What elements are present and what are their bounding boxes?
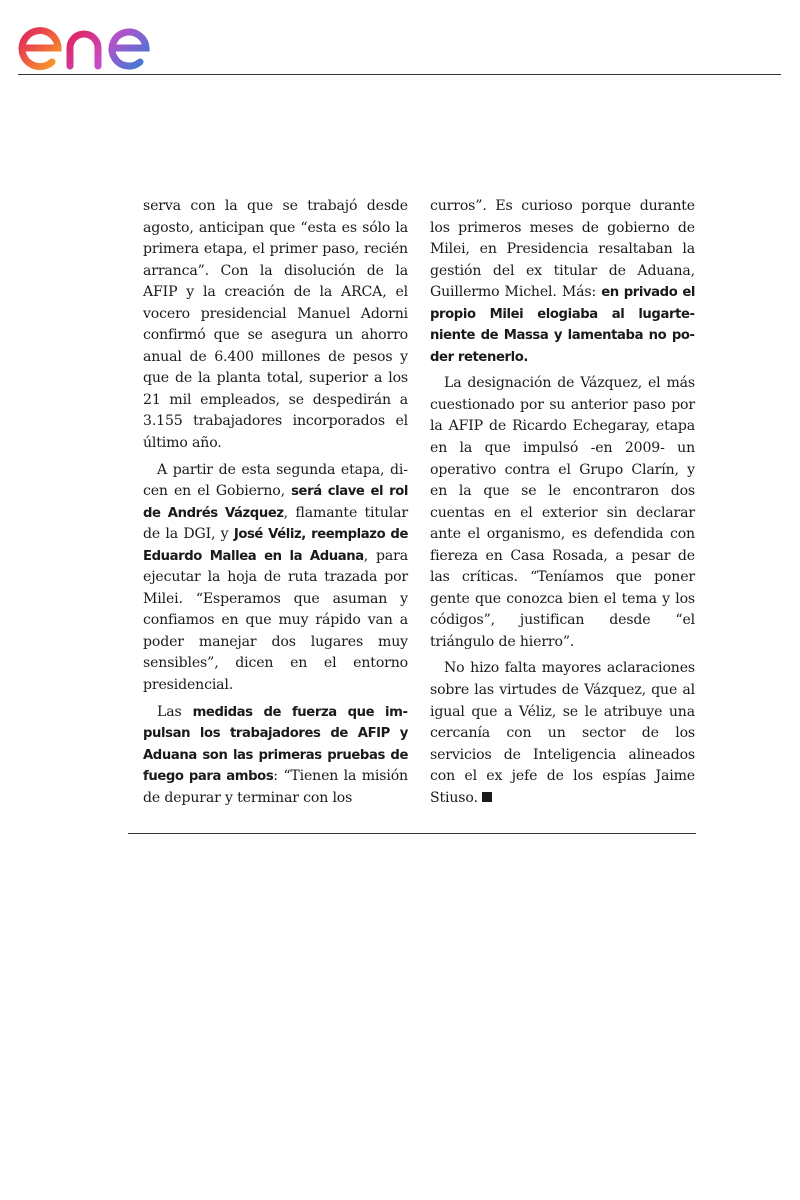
- paragraph-text: curros”. Es curioso porque durante los primeros meses de gobierno de Milei, en Presidencia resaltaban la gestión del ex titular de Aduana, Guillermo Michel. Más:: [430, 198, 695, 301]
- paragraph-text: No hizo falta mayores aclaraciones sobre las virtudes de Vázquez, que al igual que a Véliz, se le atribuye una cercanía con un sector de los servicios de Inteligencia alineados con el ex jefe de los espías Jaime Stiuso.: [430, 660, 695, 806]
- enel-logo: [18, 4, 198, 72]
- header-divider: [18, 74, 781, 75]
- article-paragraph: [430, 196, 695, 368]
- paragraph-text: A partir de esta segunda etapa, dicen en el Gobierno,: [143, 461, 408, 500]
- paragraph-text: La designación de Vázquez, el más cuestionado por su anterior paso por la AFIP de Ricardo Echegaray, etapa en la que impulsó -en 2009- un operativo contra el Grupo Clarín, y en la que se le encontraron dos cuentas en el exterior sin declarar ante el organismo, es defendida con fiereza en Casa Rosada, a pesar de las críticas. “Teníamos que poner gente que conozca bien el tema y los códigos”, justifican desde “el triángulo de hierro”.: [430, 375, 695, 650]
- article-body: [143, 196, 698, 816]
- article-column-right: [430, 196, 695, 814]
- paragraph-text: Las: [157, 703, 193, 720]
- paragraph-text: serva con la que se trabajó desde agosto, anticipan que “esta es sólo la primera etapa, el primer paso, recién arranca”. Con la disolución de la AFIP y la creación de la ARCA, el vocero presidencial Manuel Adorni confirmó que se asegura un ahorro anual de 6.400 millones de pesos y que de la planta total, superior a los 21 mil empleados, se despedirán a 3.155 trabajadores incorporados el último año.: [143, 198, 408, 452]
- article-column-left: [143, 196, 408, 814]
- paragraph-text: , flamante titular de la DGI, y: [143, 504, 409, 543]
- article-paragraph: [143, 196, 408, 455]
- end-of-article-square-icon: [482, 792, 492, 802]
- article-end-divider: [128, 833, 696, 834]
- highlighted-text: medidas de fuerza que impulsan los trabajadores de AFIP y Aduana son las primeras pruebas de fuego para ambos: [143, 704, 409, 785]
- highlighted-text: será clave el rol de Andrés Vázquez: [143, 484, 409, 521]
- article-paragraph: [430, 658, 695, 809]
- article-paragraph: [430, 373, 695, 653]
- article-paragraph: [143, 702, 408, 810]
- paragraph-text: : “Tienen la misión de depurar y terminar con los: [143, 768, 408, 806]
- article-paragraph: [143, 460, 408, 697]
- highlighted-text: José Véliz, reemplazo de Eduardo Mallea en la Aduana: [143, 527, 409, 564]
- paragraph-text: , para ejecutar la hoja de ruta trazada por Milei. “Esperamos que asuman y confiamos en que muy rápido van a poder manejar dos lugares muy sensibles”, dicen en el entorno presidencial.: [143, 547, 408, 694]
- highlighted-text: en privado el propio Milei elogiaba al lugarteniente de Massa y lamentaba no poder retenerlo.: [430, 285, 695, 365]
